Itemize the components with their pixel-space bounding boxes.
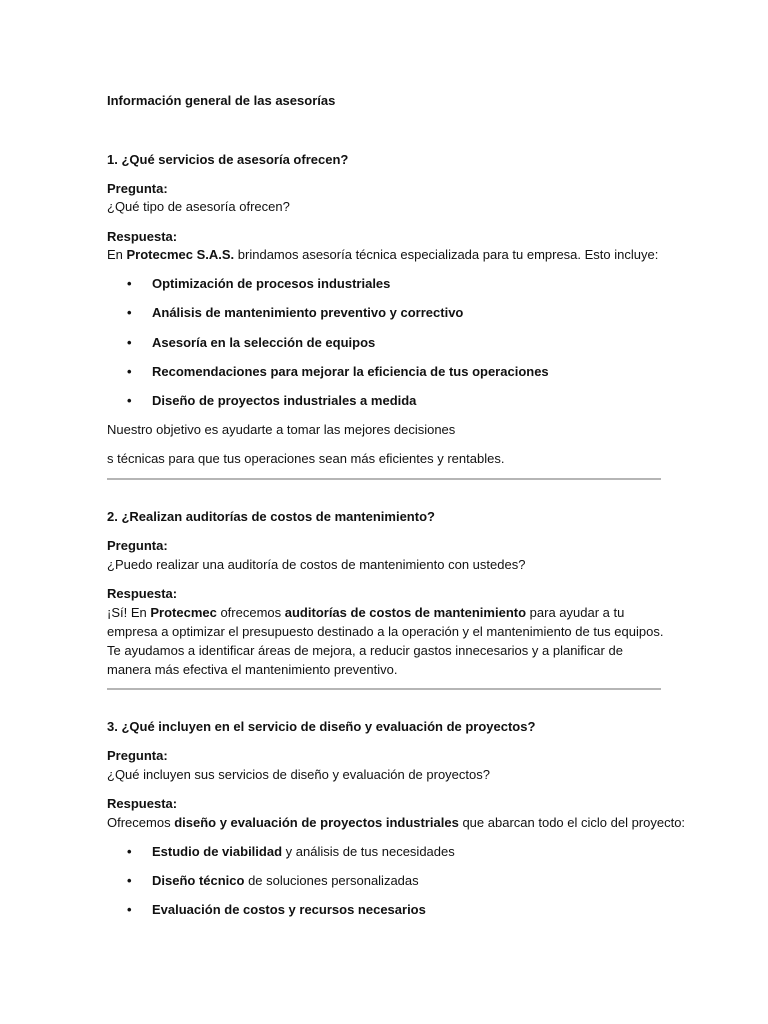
section-3-bullet: • Evaluación de costos y recursos necesarios bbox=[127, 902, 426, 917]
section-1-answer: En Protecmec S.A.S. brindamos asesoría técnica especializada para tu empresa. Esto incluye: bbox=[107, 247, 659, 262]
section-2-question: ¿Puedo realizar una auditoría de costos de mantenimiento con ustedes? bbox=[107, 557, 526, 572]
section-3-question-label: Pregunta: bbox=[107, 748, 168, 763]
section-1-question: ¿Qué tipo de asesoría ofrecen? bbox=[107, 199, 290, 214]
document-title: Información general de las asesorías bbox=[107, 93, 336, 108]
section-3-heading: 3. ¿Qué incluyen en el servicio de diseño y evaluación de proyectos? bbox=[107, 719, 536, 734]
section-divider bbox=[107, 478, 661, 480]
section-1-heading: 1. ¿Qué servicios de asesoría ofrecen? bbox=[107, 152, 349, 167]
section-1-bullet: • Análisis de mantenimiento preventivo y correctivo bbox=[127, 305, 464, 320]
section-3-answer: Ofrecemos diseño y evaluación de proyectos industriales que abarcan todo el ciclo del proyecto: bbox=[107, 815, 686, 830]
section-divider bbox=[107, 688, 661, 690]
section-1-bullet: • Optimización de procesos industriales bbox=[127, 276, 391, 291]
section-1-bullet: • Diseño de proyectos industriales a medida bbox=[127, 393, 417, 408]
section-1-answer-label: Respuesta: bbox=[107, 229, 178, 244]
section-1-closing-line-2: s técnicas para que tus operaciones sean más eficientes y rentables. bbox=[107, 451, 505, 466]
section-2-answer-label: Respuesta: bbox=[107, 586, 178, 601]
section-3-question: ¿Qué incluyen sus servicios de diseño y evaluación de proyectos? bbox=[107, 767, 490, 782]
section-1-bullet: • Recomendaciones para mejorar la eficiencia de tus operaciones bbox=[127, 364, 549, 379]
section-1-question-label: Pregunta: bbox=[107, 181, 168, 196]
section-3-bullet: • Estudio de viabilidad y análisis de tus necesidades bbox=[127, 844, 455, 859]
section-1-closing-line-1: Nuestro objetivo es ayudarte a tomar las mejores decisiones bbox=[107, 422, 456, 437]
section-2-question-label: Pregunta: bbox=[107, 538, 168, 553]
section-3-bullet: • Diseño técnico de soluciones personalizadas bbox=[127, 873, 419, 888]
section-3-answer-label: Respuesta: bbox=[107, 796, 178, 811]
section-2-answer: ¡Sí! En Protecmec ofrecemos auditorías de costos de mantenimiento para ayudar a tu empresa a optimizar el presupuesto destinado a la operación y el mantenimiento de tus equipos. Te ayudamos a identificar áreas de mejora, a reducir gastos innecesarios y a planificar de manera más efectiva el mantenimiento preventivo. bbox=[107, 605, 664, 677]
section-1-bullet: • Asesoría en la selección de equipos bbox=[127, 335, 376, 350]
section-2-heading: 2. ¿Realizan auditorías de costos de mantenimiento? bbox=[107, 509, 435, 524]
